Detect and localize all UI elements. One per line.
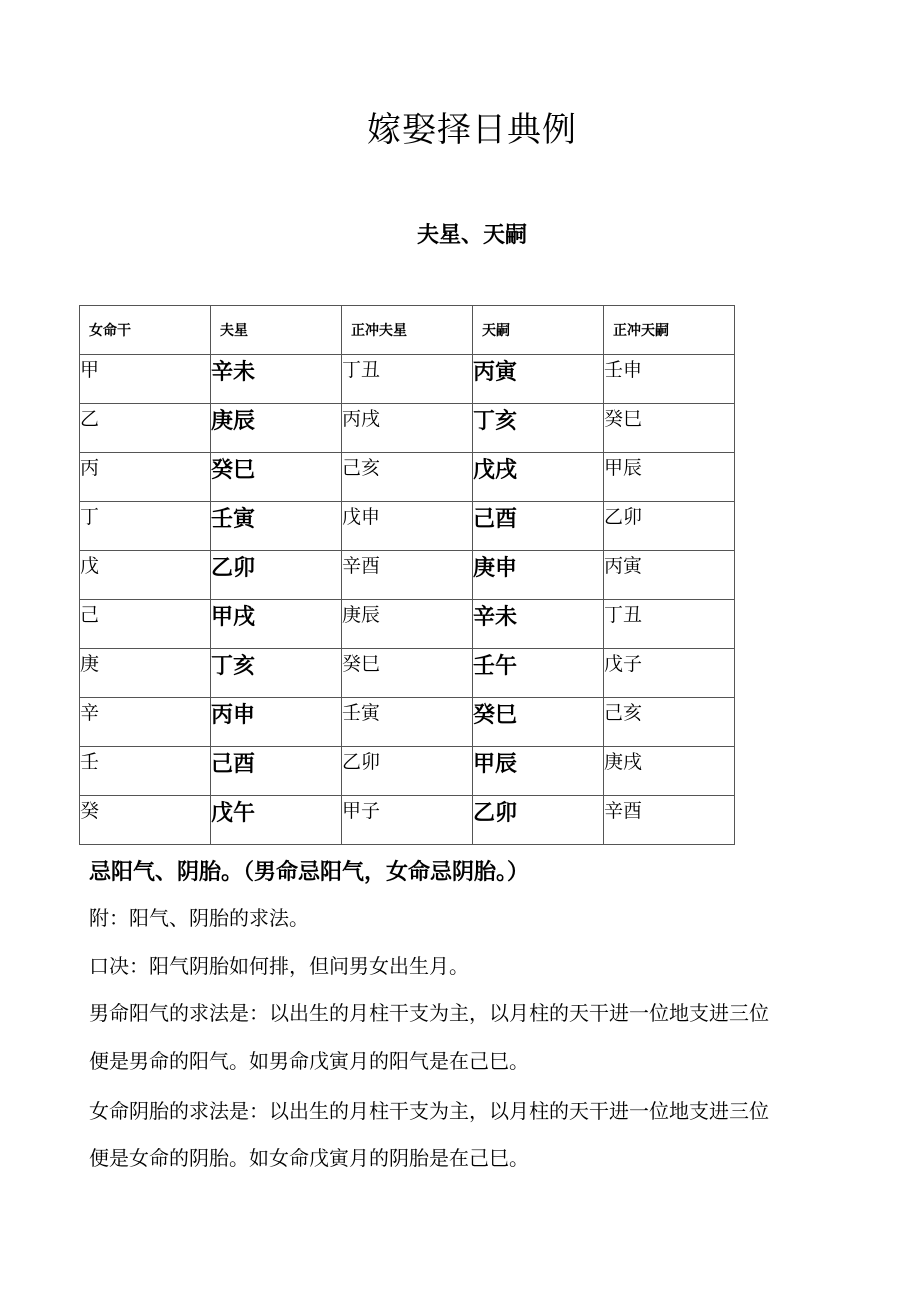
female-stem-cell: 壬 — [80, 747, 211, 796]
husband-star-cell: 己酉 — [211, 747, 342, 796]
table-row — [80, 404, 735, 453]
husband-star-cell: 丙申 — [211, 698, 342, 747]
female-stem-cell: 庚 — [80, 649, 211, 698]
table-row — [80, 649, 735, 698]
female-stem-cell: 辛 — [80, 698, 211, 747]
rule-heading: 忌阳气、阴胎。（男命忌阳气，女命忌阴胎。） — [89, 860, 530, 885]
table-row — [80, 796, 735, 845]
paragraph-line: 男命阳气的求法是：以出生的月柱干支为主，以月柱的天干进一位地支进三位 — [89, 1001, 769, 1025]
husband-star-cell: 壬寅 — [211, 502, 342, 551]
table-header-row — [80, 306, 735, 355]
female-stem-cell: 己 — [80, 600, 211, 649]
female-stem-cell: 癸 — [80, 796, 211, 845]
heir-star-cell: 己酉 — [473, 502, 604, 551]
husband-star-cell: 丁亥 — [211, 649, 342, 698]
table-row — [80, 600, 735, 649]
female-stem-cell: 戊 — [80, 551, 211, 600]
heir-star-clash-cell: 丁丑 — [604, 600, 735, 649]
heir-star-clash-cell: 癸巳 — [604, 404, 735, 453]
heir-star-clash-cell: 庚戌 — [604, 747, 735, 796]
heir-star-cell: 丁亥 — [473, 404, 604, 453]
paragraph-line: 便是女命的阴胎。如女命戊寅月的阴胎是在己巳。 — [89, 1146, 529, 1170]
section-subtitle: 夫星、天嗣 — [416, 223, 527, 248]
husband-star-clash-cell: 乙卯 — [342, 747, 473, 796]
heir-star-clash-cell: 乙卯 — [604, 502, 735, 551]
husband-star-clash-cell: 癸巳 — [342, 649, 473, 698]
heir-star-clash-cell: 丙寅 — [604, 551, 735, 600]
paragraph-line: 女命阴胎的求法是：以出生的月柱干支为主，以月柱的天干进一位地支进三位 — [89, 1099, 769, 1123]
heir-star-cell: 癸巳 — [473, 698, 604, 747]
female-stem-cell: 丙 — [80, 453, 211, 502]
heir-star-clash-cell: 甲辰 — [604, 453, 735, 502]
header-cell: 天嗣 — [473, 306, 604, 355]
husband-star-cell: 戊午 — [211, 796, 342, 845]
header-cell: 女命干 — [80, 306, 211, 355]
header-cell: 夫星 — [211, 306, 342, 355]
table-row — [80, 698, 735, 747]
heir-star-clash-cell: 戊子 — [604, 649, 735, 698]
female-stem-cell: 乙 — [80, 404, 211, 453]
husband-star-clash-cell: 丙戌 — [342, 404, 473, 453]
husband-star-clash-cell: 壬寅 — [342, 698, 473, 747]
heir-star-cell: 戊戌 — [473, 453, 604, 502]
female-stem-cell: 甲 — [80, 355, 211, 404]
heir-star-cell: 乙卯 — [473, 796, 604, 845]
table-row — [80, 453, 735, 502]
husband-star-cell: 癸巳 — [211, 453, 342, 502]
heir-star-cell: 壬午 — [473, 649, 604, 698]
husband-star-clash-cell: 己亥 — [342, 453, 473, 502]
husband-star-clash-cell: 丁丑 — [342, 355, 473, 404]
table-row — [80, 355, 735, 404]
husband-star-cell: 甲戌 — [211, 600, 342, 649]
heir-star-clash-cell: 己亥 — [604, 698, 735, 747]
header-cell: 正冲夫星 — [342, 306, 473, 355]
paragraph-line: 口决：阳气阴胎如何排，但问男女出生月。 — [89, 954, 469, 978]
header-cell: 正冲天嗣 — [604, 306, 735, 355]
heir-star-cell: 辛未 — [473, 600, 604, 649]
heir-star-cell: 丙寅 — [473, 355, 604, 404]
table-row — [80, 502, 735, 551]
husband-star-cell: 辛未 — [211, 355, 342, 404]
husband-star-clash-cell: 庚辰 — [342, 600, 473, 649]
husband-star-cell: 乙卯 — [211, 551, 342, 600]
husband-star-cell: 庚辰 — [211, 404, 342, 453]
heir-star-cell: 庚申 — [473, 551, 604, 600]
husband-star-clash-cell: 辛酉 — [342, 551, 473, 600]
heir-star-clash-cell: 壬申 — [604, 355, 735, 404]
husband-star-clash-cell: 甲子 — [342, 796, 473, 845]
female-stem-cell: 丁 — [80, 502, 211, 551]
table-row — [80, 747, 735, 796]
table-row — [80, 551, 735, 600]
ganzhi-table — [79, 305, 735, 845]
heir-star-clash-cell: 辛酉 — [604, 796, 735, 845]
paragraph-line: 附：阳气、阴胎的求法。 — [89, 906, 309, 930]
husband-star-clash-cell: 戊申 — [342, 502, 473, 551]
page-title: 嫁娶择日典例 — [367, 110, 577, 150]
paragraph-line: 便是男命的阳气。如男命戊寅月的阳气是在己巳。 — [89, 1049, 529, 1073]
table-body — [80, 355, 735, 845]
heir-star-cell: 甲辰 — [473, 747, 604, 796]
